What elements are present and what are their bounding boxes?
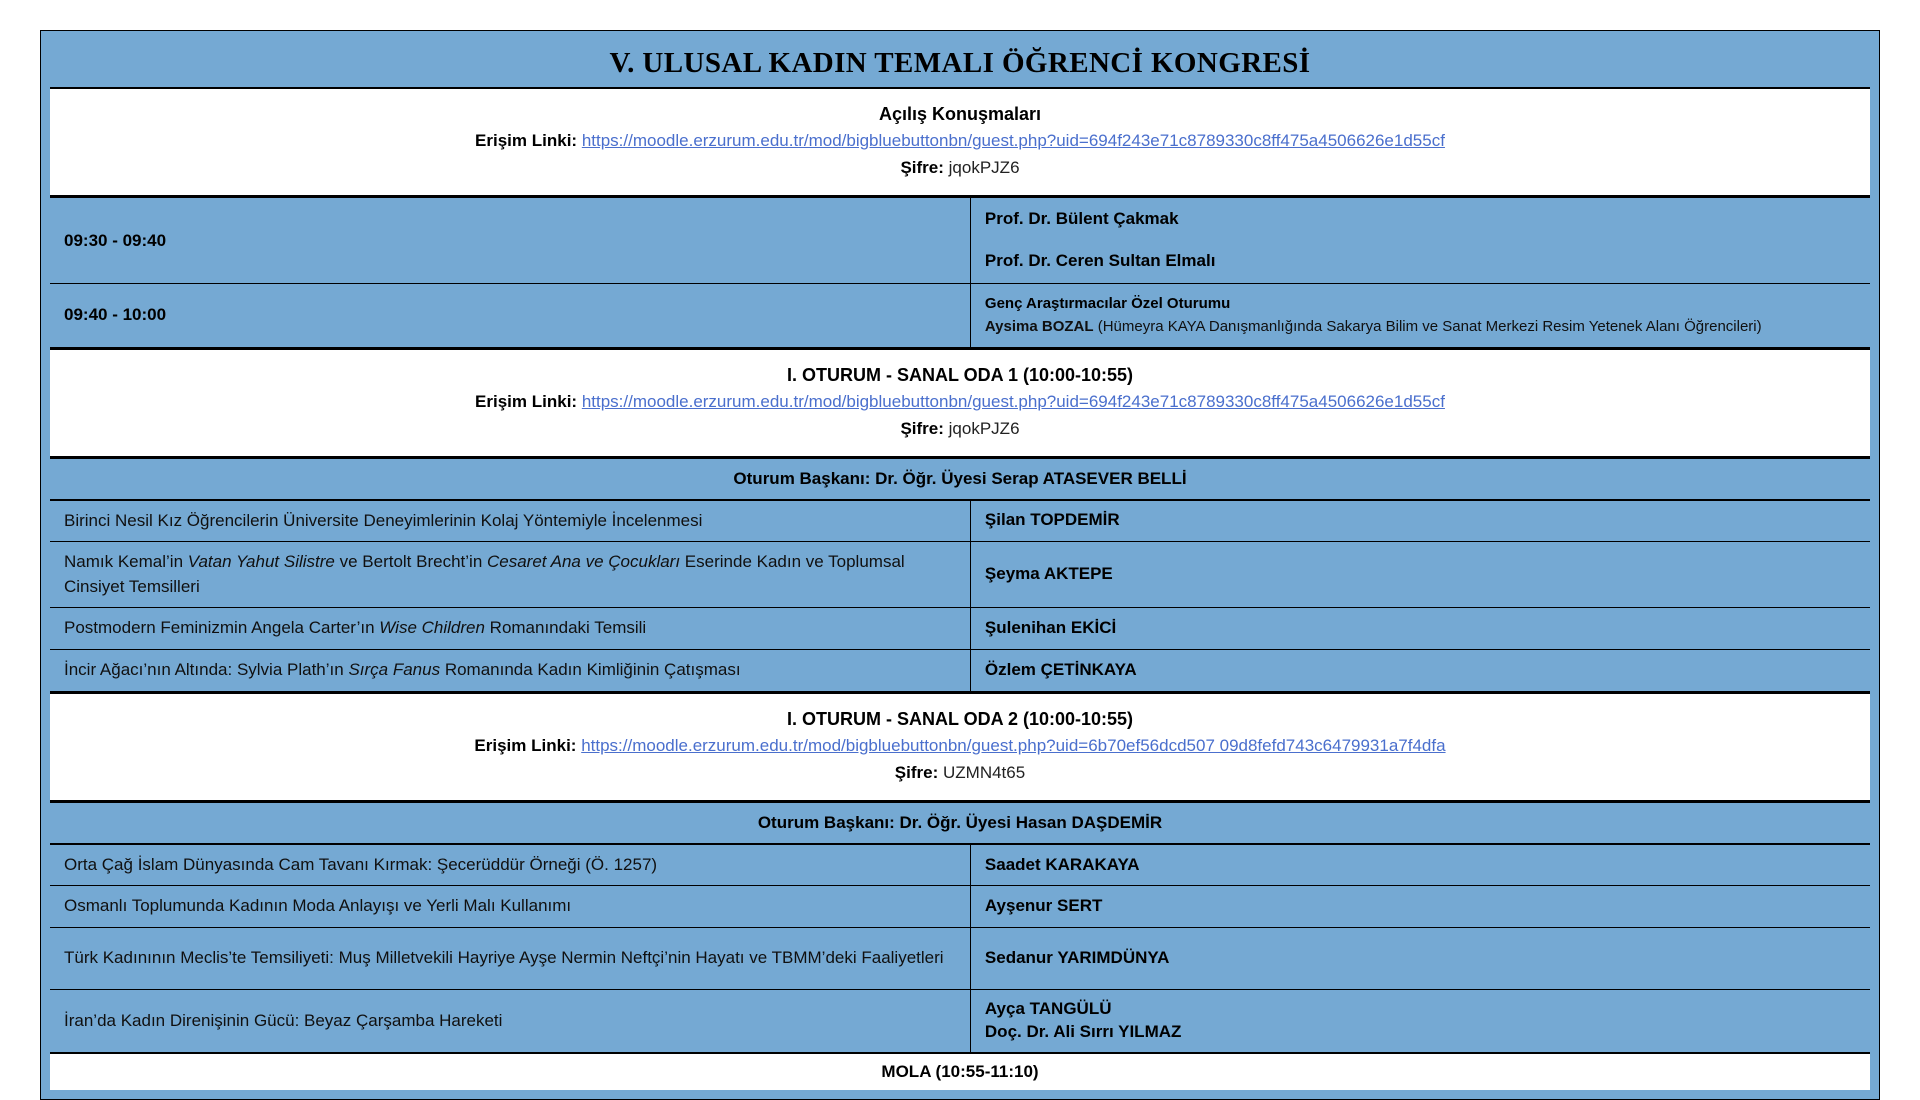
talk-title-cell — [50, 608, 971, 649]
access-link-label: Erişim Linki: — [475, 391, 578, 411]
session1-password-line — [60, 415, 1860, 442]
presenter-cell — [971, 501, 1870, 542]
presenter-cell — [971, 608, 1870, 649]
talk-row — [50, 650, 1870, 691]
talk-title-cell — [50, 886, 971, 927]
session2-access-link[interactable]: https://moodle.erzurum.edu.tr/mod/bigbluebuttonbn/guest.php?uid=6b70ef56dcd507 09d8fefd743c6479931a7f4dfa — [581, 735, 1446, 755]
presenter-name: Saadet KARAKAYA — [984, 854, 1140, 874]
presenter-name: Özlem ÇETİNKAYA — [984, 659, 1137, 679]
talk-row — [50, 928, 1870, 990]
talk-title-cell — [50, 542, 971, 607]
talk-title-cell — [50, 501, 971, 542]
talk-title: Postmodern Feminizmin Angela Carter’ın Wise Children Romanındaki Temsili — [64, 618, 647, 638]
talk-title-cell — [50, 845, 971, 886]
program-table — [40, 30, 1880, 1100]
talk-row — [50, 845, 1870, 887]
speaker-name: Prof. Dr. Bülent Çakmak — [984, 209, 1179, 228]
access-link-label: Erişim Linki: — [475, 131, 578, 150]
talk-title: İran’da Kadın Direnişinin Gücü: Beyaz Çarşamba Hareketi — [64, 1010, 503, 1030]
password-label: Şifre: — [900, 158, 944, 177]
session1-heading: I. OTURUM - SANAL ODA 1 (10:00-10:55) — [786, 364, 1134, 385]
talk-title: Osmanlı Toplumunda Kadının Moda Anlayışı ve Yerli Malı Kullanımı — [64, 896, 572, 916]
password-label: Şifre: — [894, 762, 939, 782]
presenter-cell — [971, 928, 1870, 989]
session2-chair-row: Oturum Başkanı: Dr. Öğr. Üyesi Hasan DAŞDEMİR — [50, 803, 1870, 845]
speakers-cell — [971, 198, 1870, 283]
special-session-detail: Aysima BOZAL (Hümeyra KAYA Danışmanlığında Sakarya Bilim ve Sanat Merkezi Resim Yetenek Alanı Öğrencileri) — [984, 318, 1762, 336]
session1-link-line — [60, 388, 1860, 415]
password-label: Şifre: — [900, 418, 944, 438]
time-cell — [50, 198, 971, 283]
schedule-row-0940 — [50, 284, 1870, 347]
presenter-name: Sedanur YARIMDÜNYA — [984, 948, 1170, 968]
session2-password-value: UZMN4t65 — [943, 762, 1026, 782]
speaker-name: Prof. Dr. Ceren Sultan Elmalı — [984, 251, 1216, 271]
presenter-cell — [971, 886, 1870, 927]
presenter-name: Şulenihan EKİCİ — [984, 618, 1117, 638]
presenter-cell — [971, 542, 1870, 607]
presenter-name: Şilan TOPDEMİR — [984, 510, 1120, 530]
talk-row — [50, 990, 1870, 1052]
special-session-cell — [971, 284, 1870, 347]
presenter-name: Ayça TANGÜLÜ — [984, 998, 1112, 1018]
session2-link-line — [60, 732, 1860, 759]
session1-access-link[interactable]: https://moodle.erzurum.edu.tr/mod/bigbluebuttonbn/guest.php?uid=694f243e71c8789330c8ff475a4506626e1d55cf — [581, 391, 1445, 411]
time-label: 09:30 - 09:40 — [64, 230, 167, 250]
page-title: V. ULUSAL KADIN TEMALI ÖĞRENCİ KONGRESİ — [50, 39, 1870, 89]
talk-row — [50, 501, 1870, 543]
talk-title-cell — [50, 990, 971, 1052]
presenter-cell — [971, 990, 1870, 1052]
presenter-cell — [971, 845, 1870, 886]
break-row: MOLA (10:55-11:10) — [50, 1052, 1870, 1090]
session1-section — [50, 347, 1870, 459]
talk-title-cell — [50, 928, 971, 989]
session2-section — [50, 691, 1870, 803]
opening-password-line — [60, 154, 1860, 181]
opening-heading: Açılış Konuşmaları — [878, 104, 1042, 124]
presenter-name: Ayşenur SERT — [984, 896, 1103, 916]
opening-access-link[interactable]: https://moodle.erzurum.edu.tr/mod/bigbluebuttonbn/guest.php?uid=694f243e71c8789330c8ff475a4506626e1d55cf — [581, 131, 1445, 150]
session1-chair-row: Oturum Başkanı: Dr. Öğr. Üyesi Serap ATASEVER BELLİ — [50, 459, 1870, 501]
talk-title: Namık Kemal’in Vatan Yahut Silistre ve Bertolt Brecht’in Cesaret Ana ve Çocukları Eserinde Kadın ve Toplumsal Cinsiyet Temsilleri — [64, 552, 905, 596]
session2-password-line — [60, 759, 1860, 786]
talk-title: Birinci Nesil Kız Öğrencilerin Üniversite Deneyimlerinin Kolaj Yöntemiyle İncelenmesi — [64, 510, 703, 530]
presenter-name: Şeyma AKTEPE — [984, 564, 1113, 584]
time-cell — [50, 284, 971, 347]
presenter-name: Doç. Dr. Ali Sırrı YILMAZ — [984, 1021, 1182, 1041]
talk-row — [50, 608, 1870, 650]
opening-link-line — [60, 127, 1860, 154]
access-link-label: Erişim Linki: — [474, 735, 577, 755]
talk-title-cell — [50, 650, 971, 691]
session2-heading: I. OTURUM - SANAL ODA 2 (10:00-10:55) — [786, 708, 1134, 729]
talk-title: Orta Çağ İslam Dünyasında Cam Tavanı Kırmak: Şecerüddür Örneği (Ö. 1257) — [64, 854, 658, 874]
opening-section — [50, 89, 1870, 198]
special-session-title: Genç Araştırmacılar Özel Oturumu — [984, 295, 1231, 312]
talk-title: İncir Ağacı’nın Altında: Sylvia Plath’ın Sırça Fanus Romanında Kadın Kimliğinin Çatışması — [64, 660, 741, 680]
talk-title: Türk Kadınının Meclis’te Temsiliyeti: Muş Milletvekili Hayriye Ayşe Nermin Neftçi’nin Hayatı ve TBMM’deki Faaliyetleri — [64, 948, 944, 968]
time-label: 09:40 - 10:00 — [64, 305, 167, 325]
schedule-row-0930 — [50, 198, 1870, 284]
talk-row — [50, 542, 1870, 608]
opening-password-value: jqokPJZ6 — [948, 158, 1020, 177]
session1-password-value: jqokPJZ6 — [948, 418, 1020, 438]
presenter-cell — [971, 650, 1870, 691]
talk-row — [50, 886, 1870, 928]
